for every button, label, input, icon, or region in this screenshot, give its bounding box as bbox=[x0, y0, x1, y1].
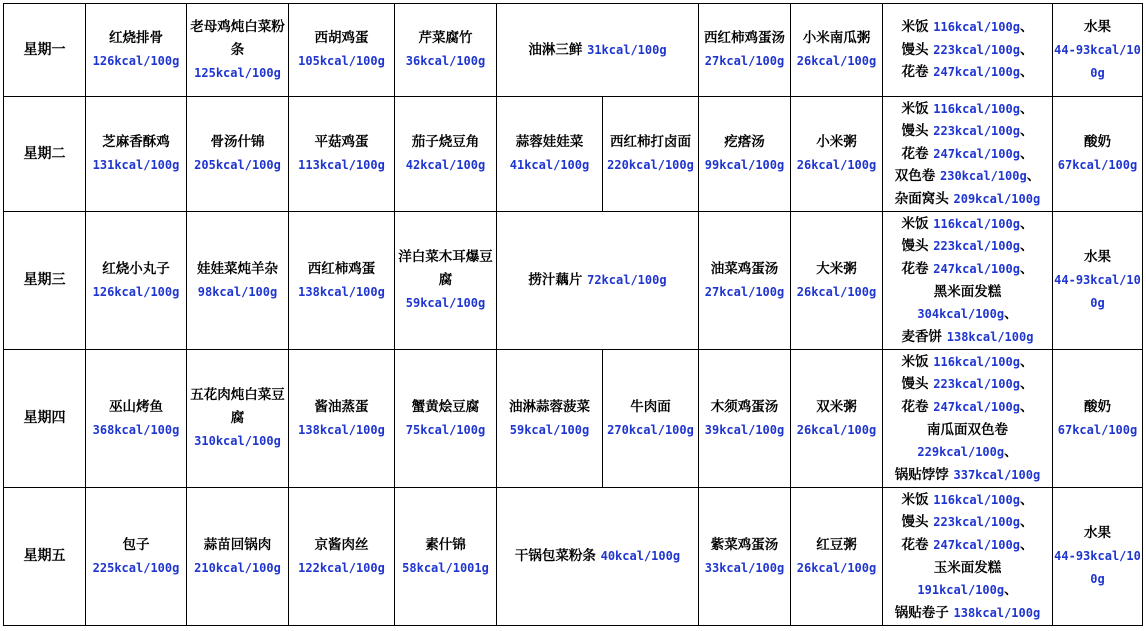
dish-name: 红烧排骨 bbox=[109, 30, 163, 46]
dish-name: 京酱肉丝 bbox=[314, 536, 369, 553]
day-cell bbox=[4, 212, 86, 350]
dish-name: 捞汁藕片 bbox=[528, 272, 583, 288]
dish-name: 紫菜鸡蛋汤 bbox=[710, 536, 779, 553]
staple-line bbox=[884, 396, 1051, 419]
day-row bbox=[4, 350, 1143, 488]
dish-name: 油菜鸡蛋汤 bbox=[710, 260, 779, 277]
dish-name: 西红柿打卤面 bbox=[610, 134, 691, 150]
staple-name: 花卷 bbox=[901, 260, 929, 277]
dish-name: 素什锦 bbox=[425, 536, 466, 553]
dish-name: 芝麻香酥鸡 bbox=[102, 134, 170, 150]
staple-separator: 、 bbox=[1019, 491, 1034, 508]
dish-name: 巫山烤鱼 bbox=[109, 398, 163, 415]
dish-name: 娃娃菜炖羊杂 bbox=[197, 260, 278, 277]
staple-name: 花卷 bbox=[901, 536, 929, 553]
dish-kcal: 75kcal/100g bbox=[405, 422, 486, 437]
staple-kcal: 230kcal/100g bbox=[940, 169, 1027, 184]
dish-name: 平菇鸡蛋 bbox=[314, 134, 369, 150]
day-row bbox=[4, 97, 1143, 212]
staple-name: 麦香饼 bbox=[901, 328, 943, 345]
weekly-menu-table bbox=[3, 3, 1143, 626]
dish-kcal: 33kcal/100g bbox=[704, 560, 785, 575]
dish-cell bbox=[289, 488, 395, 626]
staple-name: 花卷 bbox=[901, 64, 929, 81]
dish-name: 大米粥 bbox=[816, 260, 857, 277]
staple-name: 米饭 bbox=[901, 491, 929, 508]
staple-kcal: 116kcal/100g bbox=[933, 216, 1020, 231]
staple-separator: 、 bbox=[1019, 215, 1034, 232]
staple-line bbox=[884, 188, 1051, 211]
dish-name: 蒜苗回锅肉 bbox=[203, 536, 272, 553]
staple-name: 米饭 bbox=[901, 100, 929, 117]
staple-name: 米饭 bbox=[901, 353, 929, 370]
staple-kcal: 116kcal/100g bbox=[933, 354, 1020, 369]
fruit-cell bbox=[1053, 488, 1143, 626]
fruit-name: 水果 bbox=[1084, 249, 1111, 265]
dish-name: 蒜蓉娃娃菜 bbox=[515, 134, 584, 150]
staple-kcal: 247kcal/100g bbox=[933, 261, 1020, 276]
dish-kcal: 105kcal/100g bbox=[298, 54, 385, 68]
dish-kcal: 26kcal/100g bbox=[796, 284, 877, 299]
dish-kcal: 125kcal/100g bbox=[194, 65, 281, 80]
dish-cell bbox=[289, 350, 395, 488]
staple-kcal: 223kcal/100g bbox=[933, 377, 1020, 392]
dish-kcal: 126kcal/100g bbox=[92, 284, 180, 299]
staple-line bbox=[884, 511, 1051, 534]
day-label: 星期二 bbox=[23, 145, 66, 162]
staple-separator: 、 bbox=[1019, 64, 1034, 81]
menu-body bbox=[4, 4, 1143, 626]
staple-name: 黑米面发糕 bbox=[933, 283, 1002, 300]
staple-line bbox=[884, 441, 1051, 464]
staple-kcal: 247kcal/100g bbox=[933, 146, 1020, 161]
staple-line bbox=[884, 258, 1051, 281]
staple-name: 花卷 bbox=[901, 398, 929, 415]
dish-cell bbox=[603, 97, 699, 212]
day-label: 星期三 bbox=[23, 272, 66, 288]
dish-kcal: 27kcal/100g bbox=[704, 54, 785, 68]
staple-kcal: 209kcal/100g bbox=[953, 191, 1041, 206]
staple-line bbox=[884, 326, 1051, 349]
staple-kcal: 191kcal/100g bbox=[917, 583, 1005, 598]
staple-name: 南瓜面双色卷 bbox=[927, 421, 1008, 438]
dish-cell bbox=[603, 350, 699, 488]
dish-name: 干锅包菜粉条 bbox=[514, 548, 596, 564]
dish-name: 酱油蒸蛋 bbox=[314, 398, 369, 415]
dish-cell bbox=[497, 488, 699, 626]
fruit-kcal: 67kcal/100g bbox=[1057, 422, 1138, 437]
dish-cell bbox=[86, 212, 187, 350]
day-label: 星期一 bbox=[23, 41, 66, 58]
day-row bbox=[4, 212, 1143, 350]
dish-name: 骨汤什锦 bbox=[210, 134, 265, 150]
dish-kcal: 99kcal/100g bbox=[704, 158, 785, 172]
fruit-name: 酸奶 bbox=[1084, 134, 1111, 150]
staple-name: 馒头 bbox=[901, 238, 929, 255]
dish-name: 芹菜腐竹 bbox=[418, 30, 473, 46]
staple-cell bbox=[883, 488, 1053, 626]
staple-separator: 、 bbox=[1019, 398, 1034, 415]
staple-kcal: 247kcal/100g bbox=[933, 399, 1020, 414]
dish-cell bbox=[791, 4, 883, 97]
staple-separator: 、 bbox=[1019, 376, 1034, 393]
day-label: 星期五 bbox=[23, 548, 66, 564]
staple-line bbox=[884, 120, 1051, 143]
staple-name: 玉米面发糕 bbox=[933, 559, 1002, 576]
staple-line bbox=[884, 579, 1051, 602]
day-cell bbox=[4, 97, 86, 212]
dish-name: 西红柿鸡蛋汤 bbox=[704, 30, 785, 46]
dish-name: 包子 bbox=[122, 536, 150, 553]
staple-line bbox=[884, 61, 1051, 84]
dish-kcal: 138kcal/100g bbox=[298, 284, 385, 299]
staple-kcal: 247kcal/100g bbox=[933, 65, 1020, 80]
dish-kcal: 113kcal/100g bbox=[298, 158, 385, 172]
dish-cell bbox=[791, 350, 883, 488]
staple-name: 锅贴饽饽 bbox=[894, 466, 949, 483]
dish-kcal: 39kcal/100g bbox=[704, 422, 785, 437]
staple-name: 杂面窝头 bbox=[894, 190, 949, 207]
staple-line bbox=[884, 303, 1051, 326]
day-label: 星期四 bbox=[23, 410, 66, 426]
staple-line bbox=[884, 602, 1051, 625]
staple-line bbox=[884, 489, 1051, 512]
staple-separator: 、 bbox=[1019, 19, 1034, 36]
dish-name: 五花肉炖白菜豆腐 bbox=[190, 387, 285, 426]
dish-cell bbox=[699, 350, 791, 488]
staple-line bbox=[884, 281, 1051, 304]
staple-line bbox=[884, 98, 1051, 121]
staple-kcal: 223kcal/100g bbox=[933, 124, 1020, 139]
staple-separator: 、 bbox=[1019, 238, 1034, 255]
dish-cell bbox=[395, 212, 497, 350]
dish-cell bbox=[187, 97, 289, 212]
dish-cell bbox=[699, 212, 791, 350]
dish-name: 小米粥 bbox=[816, 134, 857, 150]
fruit-kcal: 44-93kcal/100g bbox=[1054, 42, 1141, 80]
dish-name: 老母鸡炖白菜粉条 bbox=[190, 18, 285, 58]
staple-separator: 、 bbox=[1019, 514, 1034, 531]
dish-cell bbox=[497, 212, 699, 350]
day-cell bbox=[4, 4, 86, 97]
dish-cell bbox=[187, 4, 289, 97]
dish-name: 双米粥 bbox=[816, 398, 857, 415]
dish-name: 牛肉面 bbox=[630, 398, 671, 415]
dish-kcal: 31kcal/100g bbox=[587, 42, 667, 57]
fruit-kcal: 44-93kcal/100g bbox=[1054, 549, 1141, 586]
day-cell bbox=[4, 488, 86, 626]
staple-name: 花卷 bbox=[901, 145, 929, 162]
staple-kcal: 223kcal/100g bbox=[933, 515, 1020, 530]
dish-cell bbox=[86, 350, 187, 488]
staple-line bbox=[884, 534, 1051, 557]
staple-kcal: 138kcal/100g bbox=[953, 605, 1041, 620]
dish-name: 茄子烧豆角 bbox=[411, 134, 480, 150]
staple-separator: 、 bbox=[1019, 41, 1034, 58]
staple-cell bbox=[883, 97, 1053, 212]
staple-line bbox=[884, 464, 1051, 487]
fruit-cell bbox=[1053, 4, 1143, 97]
dish-kcal: 205kcal/100g bbox=[194, 158, 281, 172]
staple-name: 馒头 bbox=[901, 41, 929, 58]
staple-name: 米饭 bbox=[901, 215, 929, 232]
dish-kcal: 26kcal/100g bbox=[796, 422, 877, 437]
dish-kcal: 131kcal/100g bbox=[92, 158, 180, 172]
staple-line bbox=[884, 143, 1051, 166]
dish-kcal: 27kcal/100g bbox=[704, 284, 785, 299]
staple-separator: 、 bbox=[1004, 306, 1018, 323]
dish-kcal: 26kcal/100g bbox=[796, 54, 877, 68]
day-row bbox=[4, 4, 1143, 97]
staple-cell bbox=[883, 4, 1053, 97]
dish-cell bbox=[497, 4, 699, 97]
staple-line bbox=[884, 235, 1051, 258]
fruit-name: 水果 bbox=[1084, 18, 1111, 35]
fruit-kcal: 67kcal/100g bbox=[1057, 158, 1138, 172]
staple-separator: 、 bbox=[1019, 260, 1034, 277]
staple-line bbox=[884, 351, 1051, 374]
dish-name: 西红柿鸡蛋 bbox=[307, 260, 376, 277]
staple-kcal: 116kcal/100g bbox=[933, 20, 1020, 35]
dish-name: 红烧小丸子 bbox=[102, 260, 170, 277]
staple-separator: 、 bbox=[1019, 145, 1034, 162]
dish-cell bbox=[497, 97, 603, 212]
fruit-kcal: 44-93kcal/100g bbox=[1054, 273, 1141, 310]
staple-name: 米饭 bbox=[901, 19, 929, 36]
dish-kcal: 126kcal/100g bbox=[92, 54, 180, 68]
dish-kcal: 210kcal/100g bbox=[194, 560, 281, 575]
dish-cell bbox=[395, 488, 497, 626]
dish-cell bbox=[497, 350, 603, 488]
dish-kcal: 368kcal/100g bbox=[92, 422, 180, 437]
dish-name: 小米南瓜粥 bbox=[802, 30, 871, 46]
staple-separator: 、 bbox=[1019, 123, 1034, 140]
dish-cell bbox=[395, 97, 497, 212]
dish-kcal: 225kcal/100g bbox=[92, 560, 180, 575]
dish-name: 木须鸡蛋汤 bbox=[710, 398, 779, 415]
dish-kcal: 59kcal/100g bbox=[405, 296, 486, 310]
staple-line bbox=[884, 39, 1051, 62]
staple-line bbox=[884, 557, 1051, 580]
dish-cell bbox=[791, 97, 883, 212]
staple-kcal: 223kcal/100g bbox=[933, 42, 1020, 57]
dish-kcal: 58kcal/1001g bbox=[402, 560, 489, 575]
staple-kcal: 116kcal/100g bbox=[933, 492, 1020, 507]
dish-cell bbox=[699, 4, 791, 97]
staple-kcal: 247kcal/100g bbox=[933, 537, 1020, 552]
dish-cell bbox=[187, 488, 289, 626]
dish-kcal: 72kcal/100g bbox=[587, 273, 667, 287]
staple-line bbox=[884, 373, 1051, 396]
dish-kcal: 36kcal/100g bbox=[405, 54, 486, 68]
dish-cell bbox=[395, 350, 497, 488]
dish-cell bbox=[289, 4, 395, 97]
staple-name: 馒头 bbox=[901, 123, 929, 140]
dish-cell bbox=[699, 488, 791, 626]
dish-kcal: 41kcal/100g bbox=[509, 158, 590, 172]
staple-kcal: 223kcal/100g bbox=[933, 239, 1020, 254]
staple-separator: 、 bbox=[1019, 100, 1034, 117]
dish-cell bbox=[791, 488, 883, 626]
dish-name: 洋白菜木耳爆豆腐 bbox=[398, 249, 493, 288]
staple-name: 锅贴卷子 bbox=[894, 604, 949, 621]
staple-separator: 、 bbox=[1026, 168, 1041, 185]
dish-kcal: 122kcal/100g bbox=[298, 560, 385, 575]
staple-cell bbox=[883, 212, 1053, 350]
dish-name: 油淋蒜蓉菠菜 bbox=[509, 398, 590, 415]
staple-kcal: 304kcal/100g bbox=[917, 307, 1005, 322]
dish-name: 蟹黄烩豆腐 bbox=[411, 398, 480, 415]
dish-kcal: 310kcal/100g bbox=[194, 434, 281, 448]
staple-line bbox=[884, 16, 1051, 39]
staple-separator: 、 bbox=[1019, 536, 1034, 553]
dish-cell bbox=[289, 212, 395, 350]
staple-name: 馒头 bbox=[901, 376, 929, 393]
fruit-name: 水果 bbox=[1084, 525, 1111, 541]
dish-name: 西胡鸡蛋 bbox=[314, 30, 369, 46]
staple-cell bbox=[883, 350, 1053, 488]
staple-line bbox=[884, 165, 1051, 188]
dish-cell bbox=[86, 4, 187, 97]
fruit-cell bbox=[1053, 97, 1143, 212]
dish-cell bbox=[289, 97, 395, 212]
day-row bbox=[4, 488, 1143, 626]
staple-separator: 、 bbox=[1004, 444, 1018, 461]
dish-kcal: 42kcal/100g bbox=[405, 158, 486, 172]
dish-cell bbox=[791, 212, 883, 350]
fruit-cell bbox=[1053, 350, 1143, 488]
dish-kcal: 40kcal/100g bbox=[600, 549, 681, 563]
dish-name: 油淋三鲜 bbox=[528, 41, 583, 58]
dish-name: 疙瘩汤 bbox=[724, 134, 765, 150]
dish-kcal: 138kcal/100g bbox=[298, 422, 385, 437]
staple-line bbox=[884, 213, 1051, 236]
dish-name: 红豆粥 bbox=[816, 536, 857, 553]
dish-cell bbox=[395, 4, 497, 97]
dish-cell bbox=[187, 212, 289, 350]
staple-name: 双色卷 bbox=[894, 168, 936, 185]
fruit-cell bbox=[1053, 212, 1143, 350]
staple-line bbox=[884, 419, 1051, 442]
fruit-name: 酸奶 bbox=[1084, 398, 1111, 415]
staple-separator: 、 bbox=[1019, 353, 1034, 370]
dish-kcal: 26kcal/100g bbox=[796, 158, 877, 172]
staple-name: 馒头 bbox=[901, 514, 929, 531]
staple-kcal: 138kcal/100g bbox=[946, 329, 1034, 344]
dish-cell bbox=[699, 97, 791, 212]
dish-cell bbox=[86, 97, 187, 212]
dish-kcal: 59kcal/100g bbox=[509, 422, 590, 437]
staple-kcal: 337kcal/100g bbox=[953, 467, 1041, 482]
dish-kcal: 220kcal/100g bbox=[607, 158, 694, 172]
dish-cell bbox=[86, 488, 187, 626]
dish-kcal: 26kcal/100g bbox=[796, 560, 877, 575]
staple-kcal: 229kcal/100g bbox=[917, 445, 1005, 460]
staple-separator: 、 bbox=[1004, 582, 1018, 599]
dish-cell bbox=[187, 350, 289, 488]
dish-kcal: 270kcal/100g bbox=[607, 422, 694, 437]
dish-kcal: 98kcal/100g bbox=[197, 284, 278, 299]
staple-kcal: 116kcal/100g bbox=[933, 101, 1020, 116]
day-cell bbox=[4, 350, 86, 488]
